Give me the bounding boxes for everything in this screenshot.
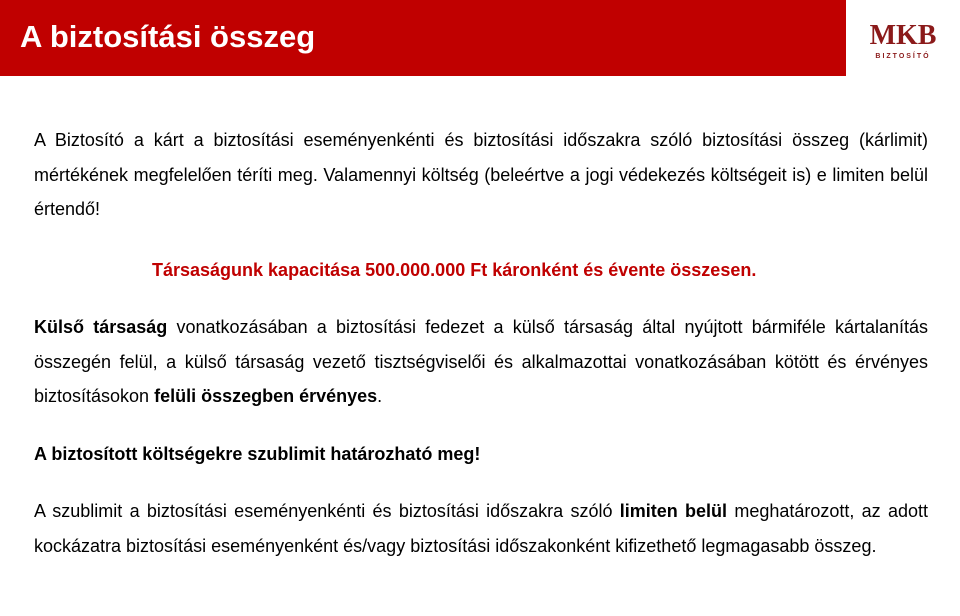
main-content — [34, 123, 928, 563]
paragraph-claim-limit: A Biztosító a kárt a biztosítási eseményenkénti és biztosítási időszakra szóló biztosítási összeg (kárlimit) mértékének megfelelően téríti meg. Valamennyi költség (beleértve a jogi védekezés költségeit is) e limiten belül értendő! — [34, 130, 928, 219]
company-logo — [846, 0, 960, 76]
mkb-logo-icon — [869, 17, 937, 51]
logo-text: MKB — [869, 19, 937, 51]
logo-subtitle: BIZTOSÍTÓ — [875, 52, 931, 60]
capacity-statement: Társaságunk kapacitása 500.000.000 Ft káronként és évente összesen. — [152, 259, 757, 280]
sublimit-statement: A biztosított költségekre szublimit határozható meg! — [34, 443, 481, 464]
sublimit-text-end: meghatározott, az adott kockázatra biztosítási eseményenként és/vagy biztosítási időszakonként kifizethető legmagasabb összeg. — [34, 501, 928, 556]
within-limit-term: limiten belül — [619, 501, 728, 521]
sublimit-text: A szublimit a biztosítási eseményenkénti és biztosítási időszakra szóló — [34, 501, 620, 521]
external-company-term: Külső társaság — [34, 317, 168, 337]
page-title: A biztosítási összeg — [20, 18, 316, 54]
excess-coverage-term: felüli összegben érvényes — [154, 386, 378, 406]
title-bar — [0, 0, 846, 76]
external-company-end: . — [377, 386, 383, 406]
external-company-text: vonatkozásában a biztosítási fedezet a külső társaság által nyújtott bármiféle kártalanítás összegén felül, a külső társaság vezető tisztségviselői és alkalmazottai vonatkozásában kötött és érvényes biztosításokon — [34, 317, 928, 406]
paragraph-sublimit-definition — [34, 494, 928, 563]
paragraph-external-company — [34, 310, 928, 414]
